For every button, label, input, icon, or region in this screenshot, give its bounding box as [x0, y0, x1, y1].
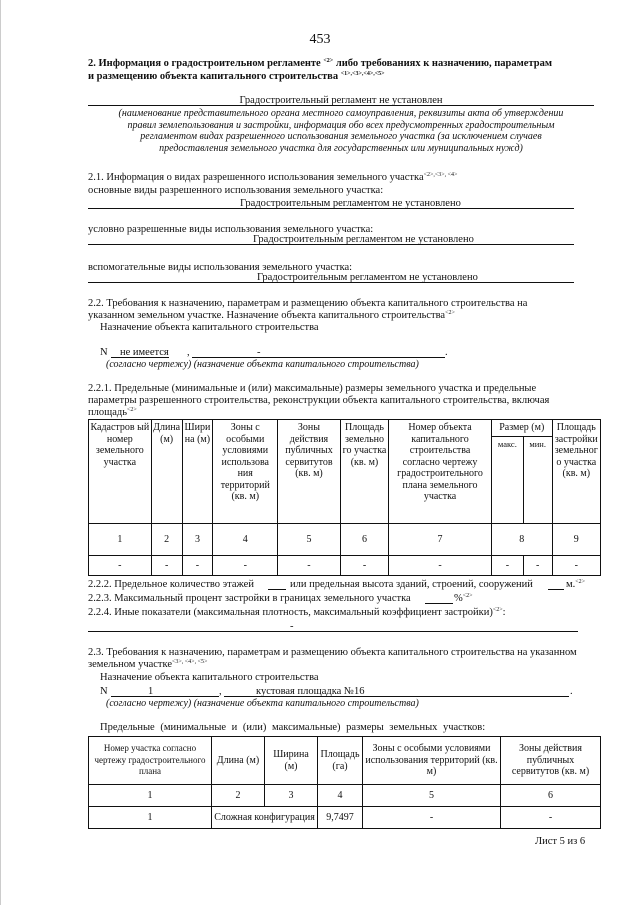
s221-h4: Зоны с особыми условиями использова ния территорий (кв. м) — [213, 420, 278, 524]
s22-line2: указанном земельном участке. Назначение объекта капитального строительства$^{<2>}$ — [88, 310, 455, 321]
s221-cell: - — [491, 556, 523, 576]
s23-num-5: 5 — [363, 785, 501, 807]
s221-cell: - — [213, 556, 278, 576]
s221-cell: - — [278, 556, 341, 576]
s223-line — [425, 603, 453, 604]
s221-h3: Шири на (м) — [182, 420, 213, 524]
s223-text-a: 2.2.3. Максимальный процент застройки в границах земельного участка — [88, 593, 411, 604]
s23-h2: Длина (м) — [212, 737, 265, 785]
s23-cell-servitude: - — [501, 807, 601, 829]
s22-comma: , — [187, 347, 190, 358]
s2-note: (наименование представительного органа местного самоуправления, реквизиты акта об утверждении правил землепользования и застройки, информация обо всех предусмотренных градостроительным регламентом видах разрешенного использования земельного участка (за исключением случаев предоставления земельного участка для государственных или муниципальных нужд) — [118, 108, 564, 154]
s221-line1: 2.2.1. Предельные (минимальные и (или) максимальные) размеры земельного участка и предельные — [88, 383, 537, 394]
s23-n-value: 1 — [148, 686, 154, 697]
s23-h1: Номер участка согласно чертежу градостроительного плана — [89, 737, 212, 785]
s222-text-a: 2.2.2. Предельное количество этажей — [88, 579, 254, 590]
s21-main-label: основные виды разрешенного использования земельного участка: — [88, 185, 384, 196]
s2-value: Градостроительный регламент не установлен — [239, 95, 443, 106]
s221-num-7: 7 — [389, 524, 492, 556]
s23-cell-size: Сложная конфигурация — [212, 807, 318, 829]
s221-h8-min: мин. — [523, 437, 552, 524]
s23-label: Назначение объекта капитального строительства — [100, 672, 319, 683]
s221-num-6: 6 — [340, 524, 388, 556]
s221-num-4: 4 — [213, 524, 278, 556]
s21-cond-value: Градостроительным регламентом не установлено — [253, 234, 474, 245]
page-footer: Лист 5 из 6 — [535, 836, 586, 847]
s23-num-6: 6 — [501, 785, 601, 807]
s21-aux-label: вспомогательные виды использования земельного участка: — [88, 262, 353, 273]
s23-num-4: 4 — [318, 785, 363, 807]
s23-num-3: 3 — [265, 785, 318, 807]
s22-purpose-line — [192, 357, 445, 358]
s23-h5: Зоны с особыми условиями использования территорий (кв. м) — [363, 737, 501, 785]
s224-line — [88, 631, 578, 632]
s22-n: N — [100, 347, 108, 358]
s221-cell: - — [552, 556, 600, 576]
s23-dot: . — [570, 686, 573, 697]
s224-text: 2.2.4. Иные показатели (максимальная плотность, максимальный коэффициент застройки)$^{<2>}$: — [88, 607, 506, 618]
s22-note: (согласно чертежу) (назначение объекта капитального строительства) — [106, 359, 419, 370]
s21-cond-label: условно разрешенные виды использования земельного участка: — [88, 224, 374, 235]
s221-num-1: 1 — [89, 524, 152, 556]
s23-comma: , — [219, 686, 222, 697]
s222-text-b: или предельная высота зданий, строений, сооружений — [290, 579, 533, 590]
s23-cell-zones: - — [363, 807, 501, 829]
s23-purpose: кустовая площадка №16 — [256, 686, 365, 697]
s221-h8-max: макс. — [491, 437, 523, 524]
s221-num-3: 3 — [182, 524, 213, 556]
s222-text-c: м.$^{<2>}$ — [566, 579, 586, 590]
s21-aux-value: Градостроительным регламентом не установлено — [257, 272, 478, 283]
s221-cell: - — [89, 556, 152, 576]
s22-n-value: не имеется — [120, 347, 169, 358]
s221-h5: Зоны действия публичных сервитутов (кв. м) — [278, 420, 341, 524]
s22-label: Назначение объекта капитального строительства — [100, 322, 319, 333]
s22-line1: 2.2. Требования к назначению, параметрам и размещению объекта капитального строительства на — [88, 298, 528, 309]
page-number: 453 — [309, 32, 331, 47]
left-margin-line — [0, 0, 1, 905]
s221-num-9: 9 — [552, 524, 600, 556]
s222-height-line — [548, 589, 564, 590]
s221-cell: - — [182, 556, 213, 576]
s22-dash: - — [257, 347, 261, 358]
s221-h7: Номер объекта капитального строительства согласно чертежу градостроительного плана земельного участка — [389, 420, 492, 524]
s22-dot: . — [445, 347, 448, 358]
s23-h3: Ширина (м) — [265, 737, 318, 785]
s221-cell: - — [389, 556, 492, 576]
s221-h6: Площадь земельно го участка (кв. м) — [340, 420, 388, 524]
s221-h9: Площадь застройки земельног о участка (кв. м) — [552, 420, 600, 524]
s222-floors-line — [268, 589, 286, 590]
s21-heading: 2.1. Информация о видах разрешенного использования земельного участка$^{<2>,<3>, <4>}$ — [88, 172, 458, 183]
s23-note: (согласно чертежу) (назначение объекта капитального строительства) — [106, 698, 419, 709]
s224-value: - — [290, 621, 294, 632]
section-2-title-line2: и размещению объекта капитального строительства $^{<1>,<3>,<4>,<5>}$ — [88, 71, 385, 82]
s23-h6: Зоны действия публичных сервитутов (кв. м) — [501, 737, 601, 785]
s21-main-value: Градостроительным регламентом не установлено — [240, 198, 461, 209]
s23-cell-area: 9,7497 — [318, 807, 363, 829]
s221-h2: Длина (м) — [151, 420, 182, 524]
s23-line2: земельном участке$^{<3>, <4>, <5>}$ — [88, 659, 208, 670]
s221-table — [88, 419, 601, 576]
s221-num-8: 8 — [491, 524, 552, 556]
s23-h4: Площадь (га) — [318, 737, 363, 785]
s221-cell: - — [340, 556, 388, 576]
s221-line3: площадь$^{<2>}$ — [88, 407, 137, 418]
s23-table-title: Предельные (минимальные и (или) максимальные) размеры земельных участков: — [100, 722, 486, 733]
s221-cell: - — [523, 556, 552, 576]
s223-text-b: %$^{<2>}$ — [454, 593, 473, 604]
s23-cell-number: 1 — [89, 807, 212, 829]
s221-h1: Кадастров ый номер земельного участка — [89, 420, 152, 524]
s221-h8: Размер (м) — [491, 420, 552, 437]
s221-num-2: 2 — [151, 524, 182, 556]
s221-num-5: 5 — [278, 524, 341, 556]
s23-n: N — [100, 686, 108, 697]
s23-n-line — [111, 696, 219, 697]
s23-line1: 2.3. Требования к назначению, параметрам и размещению объекта капитального строительства на указанном — [88, 647, 577, 658]
s23-num-1: 1 — [89, 785, 212, 807]
section-2-title: 2. Информация о градостроительном регламенте $^{<2>}$ либо требованиях к назначению, параметрам — [88, 58, 552, 69]
s221-line2: параметры разрешенного строительства, реконструкции объекта капитального строительства, включая — [88, 395, 550, 406]
s23-num-2: 2 — [212, 785, 265, 807]
s221-cell: - — [151, 556, 182, 576]
s23-table — [88, 736, 601, 829]
